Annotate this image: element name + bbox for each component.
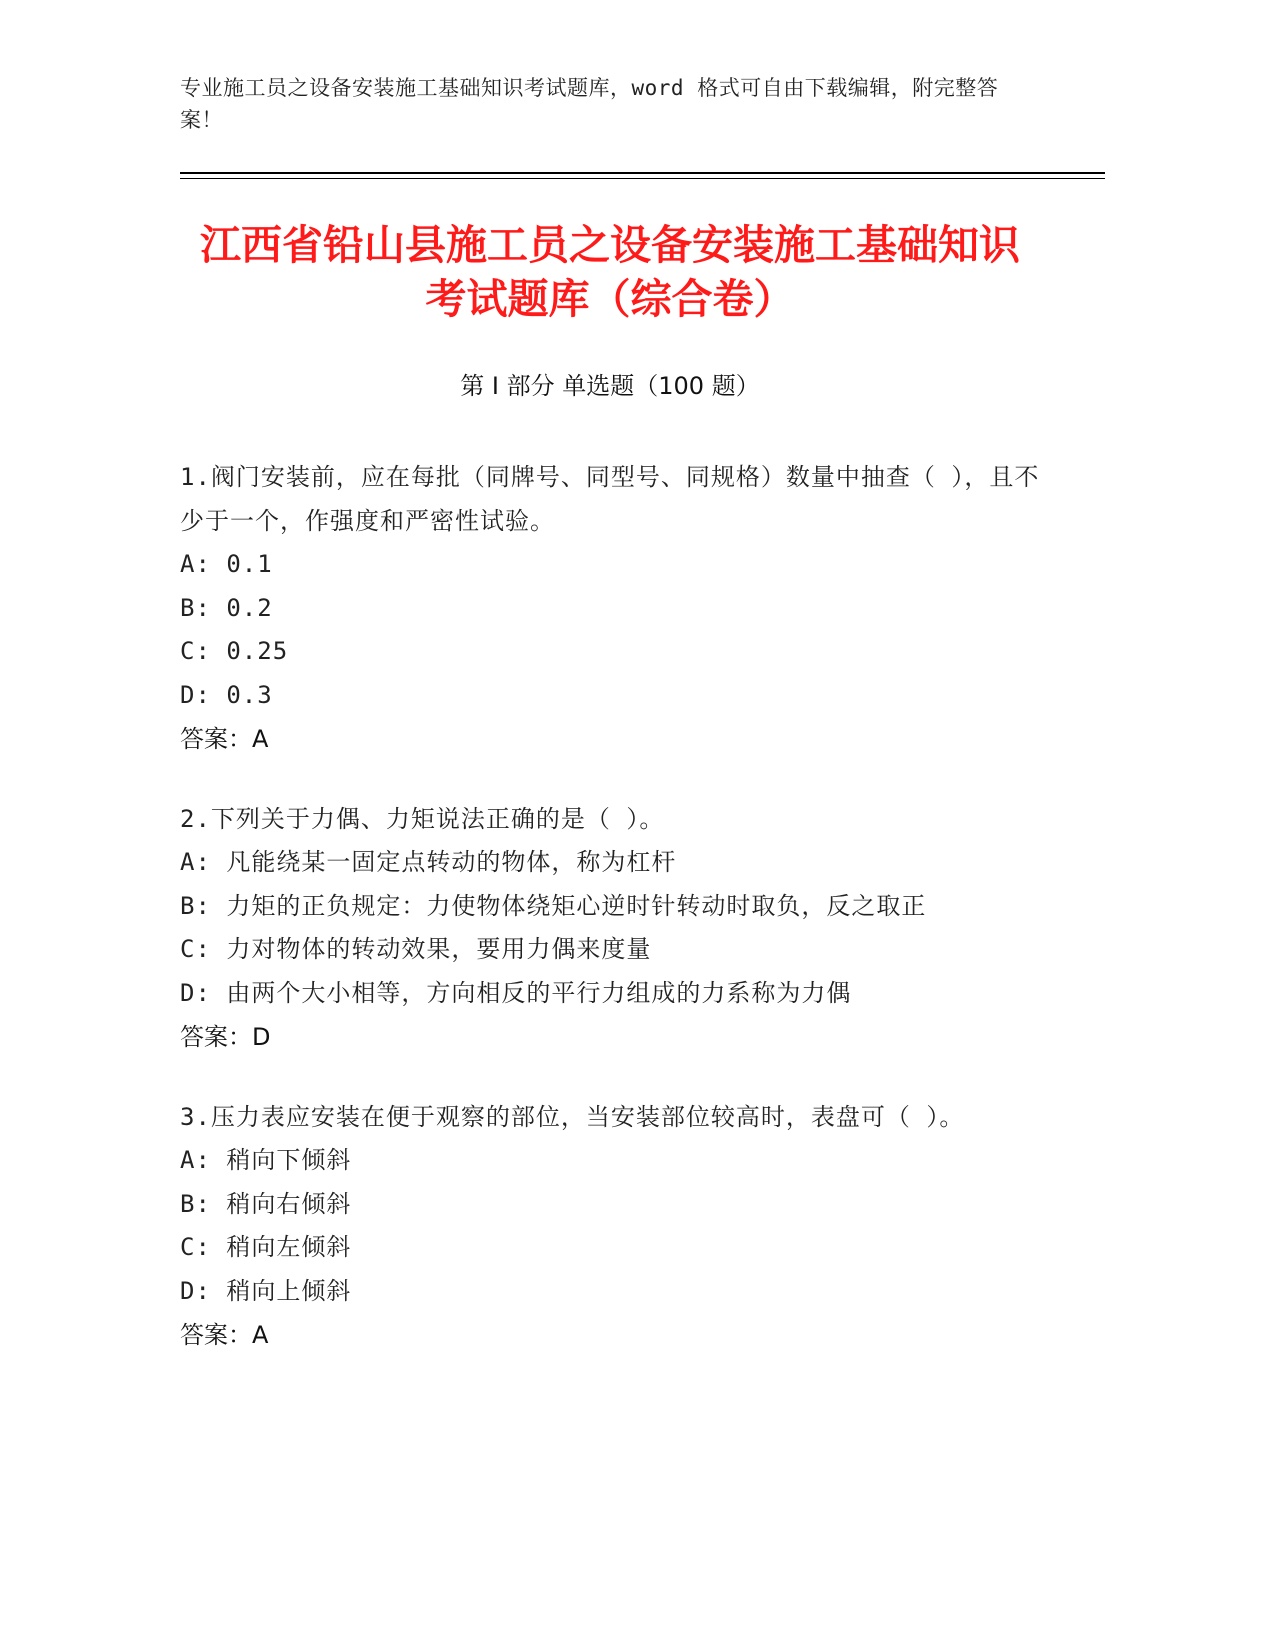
document-title: 江西省铅山县施工员之设备安装施工基础知识考试题库（综合卷） — [200, 221, 1020, 323]
answer: 答案：A — [180, 725, 269, 753]
answer: 答案：D — [180, 1023, 271, 1051]
option-a: A: 稍向下倾斜 — [180, 1146, 352, 1174]
question-list — [180, 455, 1040, 1393]
question-stem: 1.阀门安装前，应在每批（同牌号、同型号、同规格）数量中抽查（ ），且不少于一个，作强度和严密性试验。 — [180, 463, 1040, 535]
option-d: D: 稍向上倾斜 — [180, 1276, 352, 1305]
option-b: B: 稍向右倾斜 — [180, 1189, 352, 1218]
header-divider-thin — [180, 178, 1105, 179]
option-a: A: 凡能绕某一固定点转动的物体，称为杠杆 — [180, 848, 677, 876]
option-d: D: 0.3 — [180, 680, 273, 709]
question-1 — [180, 455, 1040, 761]
question-stem: 2.下列关于力偶、力矩说法正确的是（ ）。 — [180, 805, 665, 833]
option-d: D: 由两个大小相等，方向相反的平行力组成的力系称为力偶 — [180, 978, 852, 1007]
option-b: B: 0.2 — [180, 593, 273, 622]
question-3 — [180, 1095, 1040, 1357]
option-c: C: 力对物体的转动效果，要用力偶来度量 — [180, 935, 652, 963]
header-divider-thick — [180, 172, 1105, 174]
question-2 — [180, 797, 1040, 1059]
section-title: 第 I 部分 单选题（100 题） — [460, 372, 760, 400]
header-note: 专业施工员之设备安装施工基础知识考试题库，word 格式可自由下载编辑，附完整答案！ — [180, 76, 999, 132]
option-a: A: 0.1 — [180, 550, 273, 578]
question-stem: 3.压力表应安装在便于观察的部位，当安装部位较高时，表盘可（ ）。 — [180, 1103, 965, 1131]
option-b: B: 力矩的正负规定：力使物体绕矩心逆时针转动时取负，反之取正 — [180, 891, 927, 920]
option-c: C: 稍向左倾斜 — [180, 1233, 352, 1261]
option-c: C: 0.25 — [180, 637, 289, 665]
answer: 答案：A — [180, 1321, 269, 1349]
